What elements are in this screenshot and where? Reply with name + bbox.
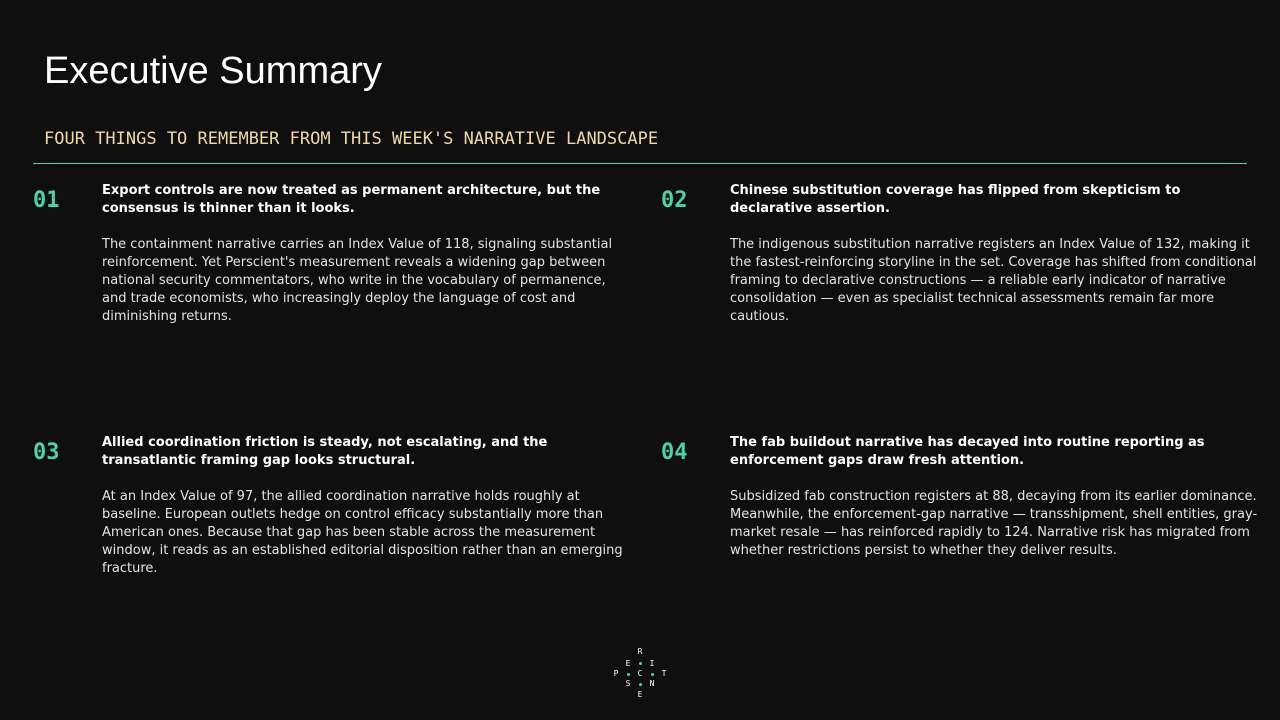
item-number: 01 — [33, 188, 60, 213]
logo-letter: T — [661, 669, 667, 678]
logo-dot — [627, 673, 630, 676]
item-number: 04 — [661, 440, 688, 465]
logo-dot — [651, 673, 654, 676]
item-body: At an Index Value of 97, the allied coordination narrative holds roughly at baseline. European outlets hedge on control efficacy substantially more than American ones. Because that gap has been stable across the measurement window, it reads as an established editorial disposition rather than an emerging fracture. — [102, 489, 623, 576]
logo-letter: R — [637, 647, 643, 656]
divider — [33, 163, 1247, 164]
logo-dot — [639, 683, 642, 686]
logo-letter: S — [625, 679, 631, 688]
item-number: 03 — [33, 440, 60, 465]
logo-letter: E — [625, 659, 631, 668]
logo-dot — [639, 662, 642, 665]
logo-letter: P — [613, 669, 619, 678]
item-body: The indigenous substitution narrative registers an Index Value of 132, making it the fastest-reinforcing storyline in the set. Coverage has shifted from conditional framing to declarative constructions — a reliable early indicator of narrative consolidation — even as specialist technical assessments remain far more cautious. — [730, 237, 1257, 324]
item-headline: The fab buildout narrative has decayed into routine reporting as enforcement gaps draw fresh attention. — [730, 435, 1205, 468]
logo-letter: I — [649, 659, 655, 668]
item-headline: Export controls are now treated as permanent architecture, but the consensus is thinner than it looks. — [102, 183, 601, 216]
page-subtitle: FOUR THINGS TO REMEMBER FROM THIS WEEK'S NARRATIVE LANDSCAPE — [44, 129, 659, 149]
logo-letter: E — [637, 690, 643, 699]
item-headline: Allied coordination friction is steady, not escalating, and the transatlantic framing gap looks structural. — [102, 435, 548, 468]
page-title: Executive Summary — [44, 50, 382, 92]
perscient-logo — [610, 645, 670, 701]
item-headline: Chinese substitution coverage has flipped from skepticism to declarative assertion. — [730, 183, 1181, 216]
logo-letter: C — [637, 669, 643, 678]
logo-letter: N — [649, 679, 655, 688]
item-body: Subsidized fab construction registers at 88, decaying from its earlier dominance. Meanwhile, the enforcement-gap narrative — transshipment, shell entities, gray-market resale — has reinforced rapidly to 124. Narrative risk has migrated from whether restrictions persist to whether they deliver results. — [730, 489, 1258, 558]
item-body: The containment narrative carries an Index Value of 118, signaling substantial reinforcement. Yet Perscient's measurement reveals a widening gap between national security commentators, who write in the vocabulary of permanence, and trade economists, who increasingly deploy the language of cost and diminishing returns. — [102, 237, 613, 324]
item-number: 02 — [661, 188, 688, 213]
